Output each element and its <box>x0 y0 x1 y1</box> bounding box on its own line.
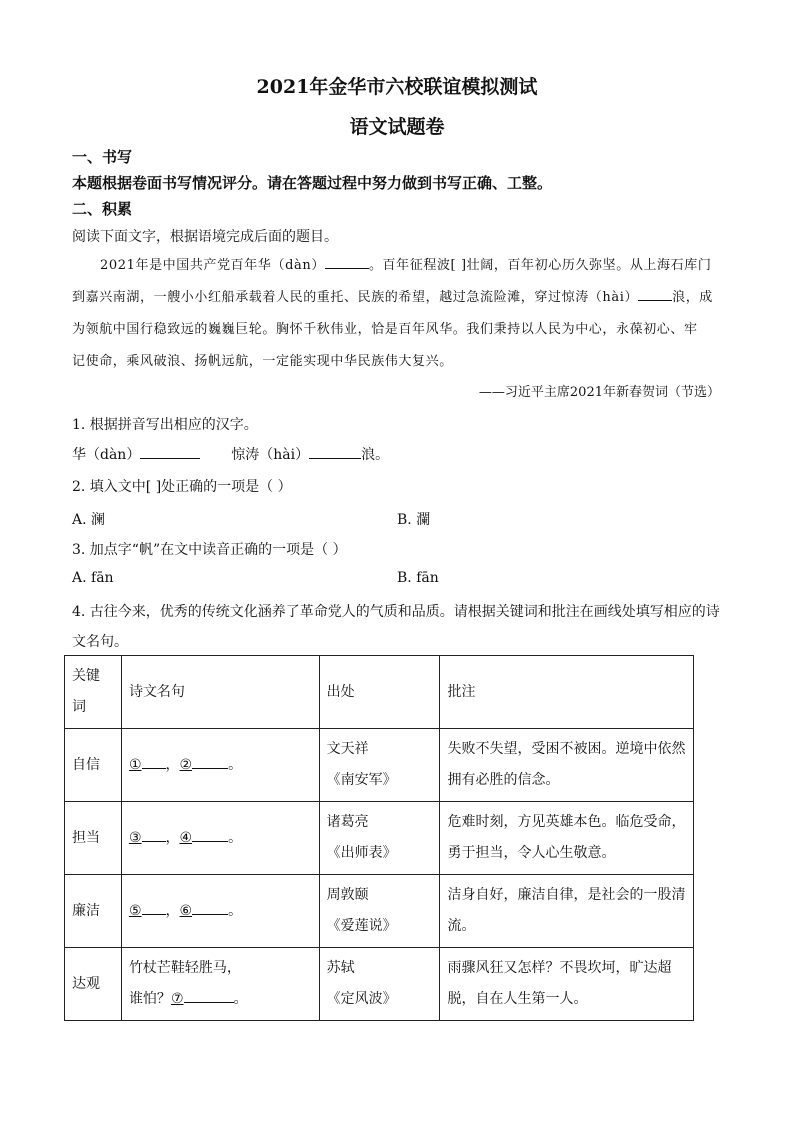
q2-stem: 2. 填入文中[ ]处正确的一项是（ ） <box>72 479 292 495</box>
q4-stem-line2: 文名句。 <box>72 634 128 650</box>
row-source: 文天祥 《南安军》 <box>319 729 440 802</box>
header-quote: 诗文名句 <box>121 656 319 729</box>
row-keyword: 自信 <box>65 729 122 802</box>
row-source: 周敦颐 《爱莲说》 <box>319 875 440 948</box>
section1-instruction: 本题根据卷面书写情况评分。请在答题过程中努力做到书写正确、工整。 <box>72 174 553 192</box>
header-note: 批注 <box>440 656 694 729</box>
answer-blank[interactable] <box>142 914 166 915</box>
answer-blank[interactable] <box>142 768 166 769</box>
header-source: 出处 <box>319 656 440 729</box>
answer-blank[interactable] <box>192 768 228 769</box>
passage-text: 到嘉兴南湖，一艘小小红船承载着人民的重托、民族的希望，越过急流险滩，穿过惊涛（hài） <box>72 290 639 305</box>
blank-marker: ⑤ <box>128 902 142 919</box>
row-keyword: 廉洁 <box>65 875 122 948</box>
answer-blank[interactable] <box>192 914 228 915</box>
answer-blank[interactable] <box>192 841 228 842</box>
blank-marker: ④ <box>179 829 193 846</box>
passage-text: 记使命，乘风破浪、扬帆远航，一定能实现中华民族伟大复兴。 <box>72 354 453 369</box>
q1-b-label: 惊涛（hài） <box>231 447 310 463</box>
blank-marker: ② <box>179 756 193 773</box>
row-quote: ⑤ ，⑥ 。 <box>121 875 319 948</box>
row-source: 诸葛亮 《出师表》 <box>319 802 440 875</box>
reading-passage <box>72 250 722 378</box>
table-row <box>65 729 694 802</box>
section1-heading: 一、书写 <box>72 148 133 166</box>
q3-option-a[interactable]: A. fān <box>72 570 114 586</box>
table-header-row <box>65 656 694 729</box>
answer-blank-dan[interactable] <box>325 254 369 269</box>
passage-text: 浪，成 <box>672 290 713 305</box>
row-note: 雨骤风狂又怎样？不畏坎坷，旷达超脱，自在人生第一人。 <box>440 948 694 1021</box>
header-keyword: 关键 词 <box>65 656 122 729</box>
blank-marker: ③ <box>128 829 142 846</box>
table-row <box>65 802 694 875</box>
table-row <box>65 948 694 1021</box>
q4-table <box>64 655 694 1021</box>
q1-stem: 1. 根据拼音写出相应的汉字。 <box>72 417 258 433</box>
answer-blank[interactable] <box>142 841 166 842</box>
blank-marker: ⑥ <box>179 902 193 919</box>
answer-blank-hai[interactable] <box>638 286 672 301</box>
answer-blank[interactable] <box>184 1002 234 1003</box>
passage-text: 。百年征程波[ ]壮阔，百年初心历久弥坚。从上海石库门 <box>368 258 712 273</box>
q1-answer-line <box>72 444 389 464</box>
q4-stem-line1: 4. 古往今来，优秀的传统文化涵养了革命党人的气质和品质。请根据关键词和批注在画线处填写相应的诗 <box>72 604 720 620</box>
q1-answer-blank-a[interactable] <box>140 444 200 459</box>
passage-text: 2021年是中国共产党百年华（dàn） <box>100 258 325 273</box>
row-keyword: 担当 <box>65 802 122 875</box>
row-source: 苏轼 《定风波》 <box>319 948 440 1021</box>
exam-title: 2021年金华市六校联谊模拟测试 <box>256 76 538 98</box>
row-note: 洁身自好，廉洁自律，是社会的一股清流。 <box>440 875 694 948</box>
section2-intro: 阅读下面文字，根据语境完成后面的题目。 <box>72 229 338 245</box>
q1-answer-blank-b[interactable] <box>309 444 361 459</box>
blank-marker: ⑦ <box>170 991 184 1007</box>
row-quote: 竹杖芒鞋轻胜马， 谁怕？⑦ 。 <box>121 948 319 1021</box>
exam-subtitle: 语文试题卷 <box>349 116 445 138</box>
row-quote: ① ，② 。 <box>121 729 319 802</box>
row-note: 失败不失望，受困不被困。逆境中依然拥有必胜的信念。 <box>440 729 694 802</box>
row-quote: ③ ，④ 。 <box>121 802 319 875</box>
section2-heading: 二、积累 <box>72 200 133 218</box>
q1-a-label: 华（dàn） <box>72 447 141 463</box>
table-row <box>65 875 694 948</box>
passage-source: ——习近平主席2021年新春贺词（节选） <box>478 385 720 400</box>
q2-option-a[interactable]: A. 澜 <box>72 512 106 528</box>
passage-text: 为领航中国行稳致远的巍巍巨轮。胸怀千秋伟业，恰是百年风华。我们秉持以人民为中心，永葆初心、牢 <box>72 322 698 337</box>
row-keyword: 达观 <box>65 948 122 1021</box>
q3-option-b[interactable]: B. fān <box>397 570 439 586</box>
blank-marker: ① <box>128 756 142 773</box>
q1-b-tail: 浪。 <box>361 447 390 463</box>
q3-stem: 3. 加点字“帆”在文中读音正确的一项是（ ） <box>72 542 347 558</box>
row-note: 危难时刻，方见英雄本色。临危受命，勇于担当，令人心生敬意。 <box>440 802 694 875</box>
q2-option-b[interactable]: B. 瀾 <box>397 512 431 528</box>
